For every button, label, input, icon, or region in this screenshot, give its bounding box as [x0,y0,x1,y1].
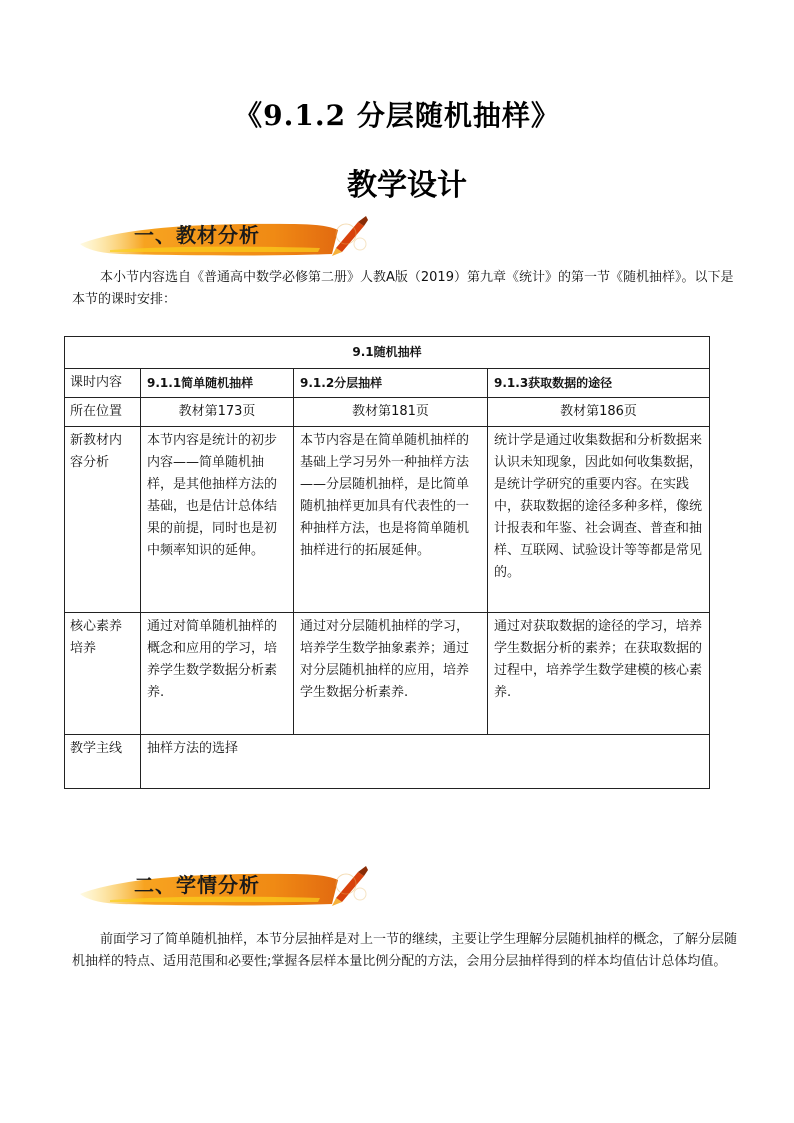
table-cell: 通过对分层随机抽样的学习，培养学生数学抽象素养；通过对分层随机抽样的应用，培养学生数据分析素养. [294,613,488,735]
table-cell: 抽样方法的选择 [141,735,710,789]
table-cell: 教材第173页 [141,398,294,427]
row-label-literacy: 核心素养培养 [65,613,141,735]
table-cell: 通过对获取数据的途径的学习，培养学生数据分析的素养；在获取数据的过程中，培养学生数学建模的核心素养. [488,613,710,735]
table-cell: 9.1.2分层抽样 [294,369,488,398]
section-heading: 一、教材分析 [134,223,260,247]
table-row [65,613,710,735]
row-label-mainline: 教学主线 [65,735,141,789]
title-number: 9.1.2 [263,99,347,132]
section-banner-students [80,864,380,910]
section-banner-material [80,214,380,260]
lesson-plan-table [64,336,710,789]
document-title [0,94,794,134]
material-paragraph: 本小节内容选自《普通高中数学必修第二册》人教A版（2019）第九章《统计》的第一节《随机抽样》。以下是本节的课时安排： [72,270,734,307]
table-cell: 教材第186页 [488,398,710,427]
title-prefix: 《 [234,99,264,132]
table-row [65,735,710,789]
row-label-location: 所在位置 [65,398,141,427]
table-cell: 9.1.3获取数据的途径 [488,369,710,398]
document-subtitle: 教学设计 [347,168,467,203]
pen-brush-icon [332,216,368,256]
table-row [65,369,710,398]
row-label-lesson: 课时内容 [65,369,141,398]
table-header-row [65,337,710,369]
row-label-analysis: 新教材内容分析 [65,427,141,613]
table-cell: 统计学是通过收集数据和分析数据来认识未知现象，因此如何收集数据，是统计学研究的重要内容。在实践中，获取数据的途径多种多样，像统计报表和年鉴、社会调查、普查和抽样、互联网、试验设计等等都是常见的。 [488,427,710,613]
table-cell: 9.1.1简单随机抽样 [141,369,294,398]
title-text: 分层随机抽样》 [346,99,560,132]
table-row [65,398,710,427]
table-cell: 本节内容是在简单随机抽样的基础上学习另外一种抽样方法——分层随机抽样，是比简单随机抽样更加具有代表性的一种抽样方法，也是将简单随机抽样进行的拓展延伸。 [294,427,488,613]
table-cell: 本节内容是统计的初步内容——简单随机抽样，是其他抽样方法的基础，也是估计总体结果的前提，同时也是初中频率知识的延伸。 [141,427,294,613]
students-paragraph: 前面学习了简单随机抽样，本节分层抽样是对上一节的继续，主要让学生理解分层随机抽样的概念，了解分层随机抽样的特点、适用范围和必要性;掌握各层样本量比例分配的方法，会用分层抽样得到的样本均值估计总体均值。 [72,932,738,969]
table-caption: 9.1随机抽样 [65,337,710,369]
table-cell: 教材第181页 [294,398,488,427]
table-row [65,427,710,613]
table-cell: 通过对简单随机抽样的概念和应用的学习，培养学生数学数据分析素养. [141,613,294,735]
pen-brush-icon [332,866,368,906]
section-heading: 二、学情分析 [134,873,260,897]
